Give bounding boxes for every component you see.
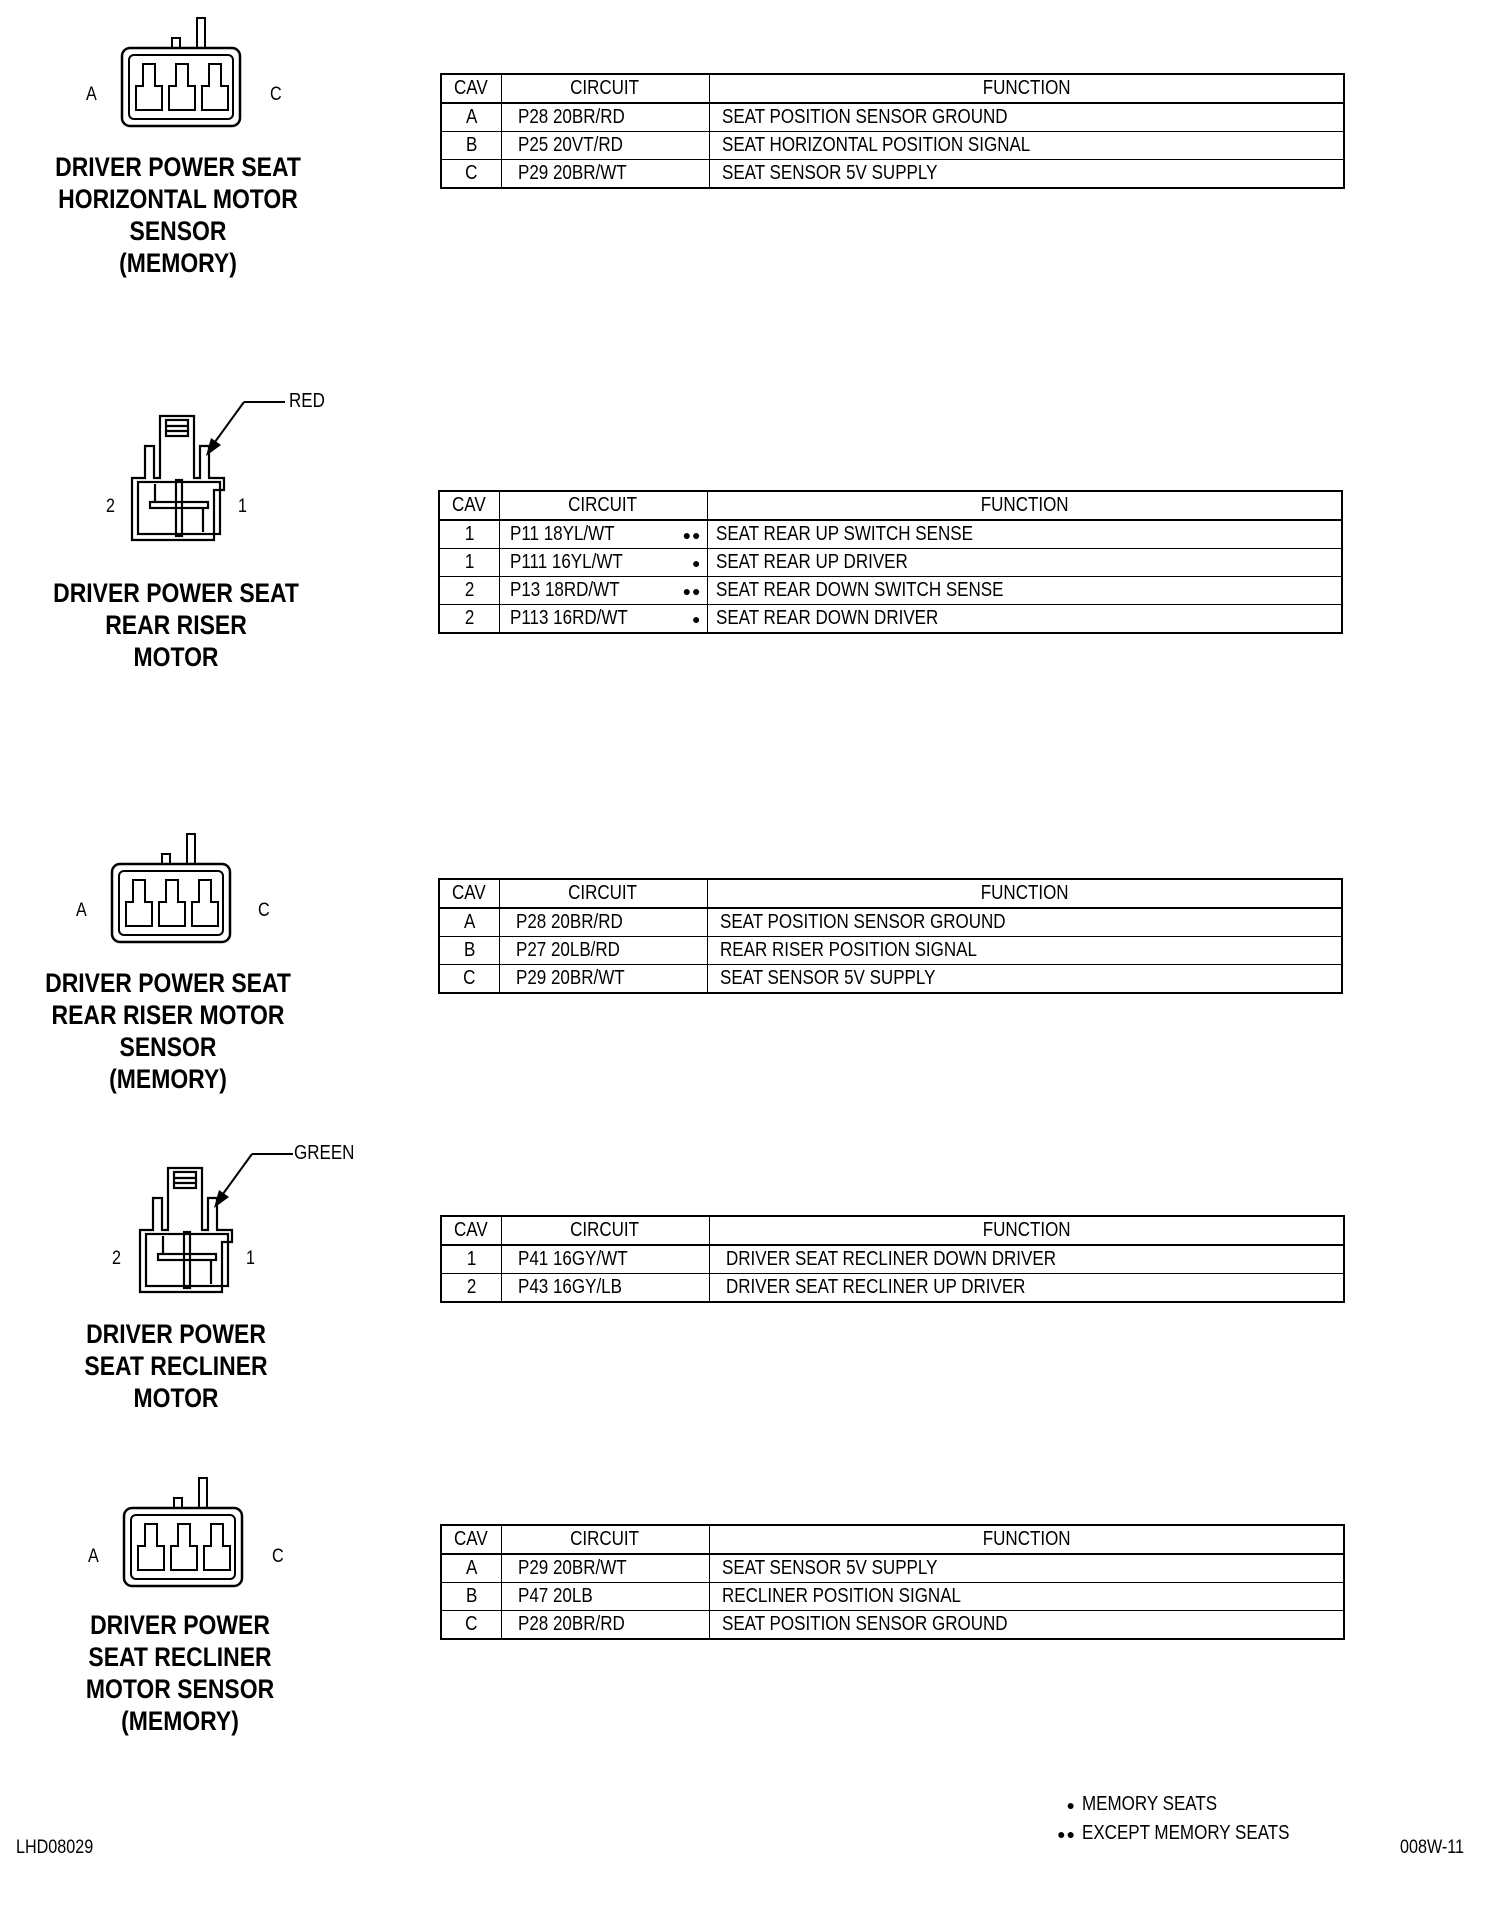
cav-header: CAV [441,1216,501,1245]
three-pin-connector-icon [0,820,300,960]
circuit-marker: ● [692,610,702,627]
circuit-header: CIRCUIT [499,491,707,520]
circuit-marker: ● [692,554,702,571]
three-pin-connector-icon [0,0,300,140]
cav-header: CAV [441,74,501,103]
table-row: 2 P43 16GY/LB DRIVER SEAT RECLINER UP DRIVER [441,1274,1344,1303]
figure-id-left: LHD08029 [16,1837,94,1858]
function-header: FUNCTION [709,1216,1344,1245]
table-row: B P47 20LB RECLINER POSITION SIGNAL [441,1583,1344,1611]
table-row: 1 P111 16YL/WT ● SEAT REAR UP DRIVER [439,549,1342,577]
pin-label-right: C [270,84,282,105]
circuit-marker: ●● [682,582,702,599]
pin-label-left: 2 [106,496,115,517]
single-dot-icon: ● [1066,1797,1076,1813]
table-row: A P28 20BR/RD SEAT POSITION SENSOR GROUND [439,908,1342,937]
pinout-table [440,73,1345,189]
table-row: 1 P41 16GY/WT DRIVER SEAT RECLINER DOWN DRIVER [441,1245,1344,1274]
cav-header: CAV [439,879,499,908]
connector-title: DRIVER POWER SEAT RECLINER MOTOR [84,1319,268,1413]
table-row: B P25 20VT/RD SEAT HORIZONTAL POSITION SIGNAL [441,132,1344,160]
legend [1044,1790,1326,1848]
pinout-table [438,878,1343,994]
table-row: 2 P13 18RD/WT ●● SEAT REAR DOWN SWITCH SENSE [439,577,1342,605]
legend-item-except-memory [1044,1819,1326,1848]
connector-title: DRIVER POWER SEAT REAR RISER MOTOR [53,578,299,672]
table-row: B P27 20LB/RD REAR RISER POSITION SIGNAL [439,937,1342,965]
table-row: A P28 20BR/RD SEAT POSITION SENSOR GROUND [441,103,1344,132]
legend-label: MEMORY SEATS [1082,1793,1218,1815]
cav-header: CAV [439,491,499,520]
table-row: A P29 20BR/WT SEAT SENSOR 5V SUPPLY [441,1554,1344,1583]
connector-title: DRIVER POWER SEAT HORIZONTAL MOTOR SENSOR (MEMORY) [55,152,301,278]
legend-label: EXCEPT MEMORY SEATS [1082,1822,1290,1844]
connector-title: DRIVER POWER SEAT RECLINER MOTOR SENSOR (MEMORY) [85,1610,275,1736]
pin-label-right: 1 [246,1248,255,1269]
table-row: 2 P113 16RD/WT ● SEAT REAR DOWN DRIVER [439,605,1342,634]
circuit-header: CIRCUIT [499,879,707,908]
pin-label-left: A [86,84,97,105]
table-row: 1 P11 18YL/WT ●● SEAT REAR UP SWITCH SENSE [439,520,1342,549]
wire-color-label: GREEN [294,1142,355,1164]
legend-item-memory [1044,1790,1326,1819]
wire-color-label: RED [289,390,325,412]
table-row: C P29 20BR/WT SEAT SENSOR 5V SUPPLY [439,965,1342,994]
circuit-header: CIRCUIT [501,1525,709,1554]
pinout-table [438,490,1343,634]
pin-label-right: 1 [238,496,247,517]
three-pin-connector-icon [0,1460,300,1600]
pin-label-left: 2 [112,1248,121,1269]
pinout-table [440,1524,1345,1640]
function-header: FUNCTION [709,1525,1344,1554]
function-header: FUNCTION [707,879,1342,908]
circuit-header: CIRCUIT [501,1216,709,1245]
function-header: FUNCTION [709,74,1344,103]
table-row: C P29 20BR/WT SEAT SENSOR 5V SUPPLY [441,160,1344,189]
pin-label-left: A [76,900,87,921]
table-row: C P28 20BR/RD SEAT POSITION SENSOR GROUND [441,1611,1344,1640]
cav-header: CAV [441,1525,501,1554]
circuit-header: CIRCUIT [501,74,709,103]
figure-id-right: 008W-11 [1400,1837,1465,1858]
double-dot-icon: ●● [1057,1826,1076,1842]
pin-label-right: C [272,1546,284,1567]
function-header: FUNCTION [707,491,1342,520]
circuit-marker: ●● [682,526,702,543]
pinout-table [440,1215,1345,1303]
pin-label-right: C [258,900,270,921]
pin-label-left: A [88,1546,99,1567]
connector-title: DRIVER POWER SEAT REAR RISER MOTOR SENSOR (MEMORY) [45,968,291,1094]
